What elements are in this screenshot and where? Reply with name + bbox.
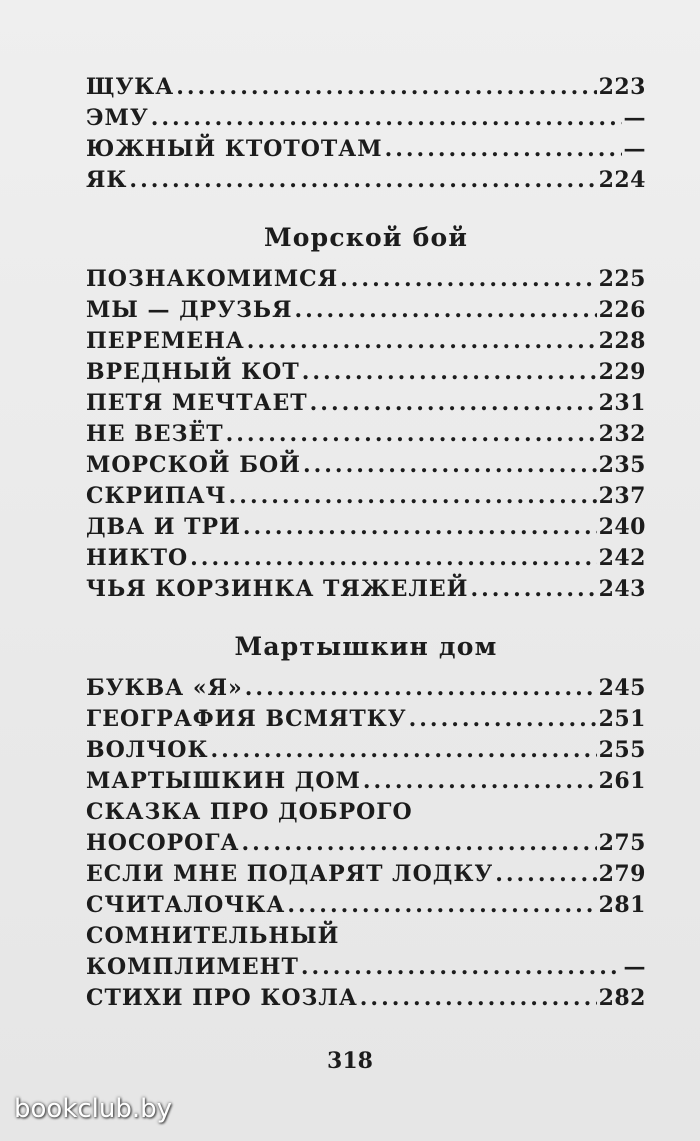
- toc-entry-page: 223: [598, 74, 646, 100]
- leader-dots: [495, 859, 596, 890]
- toc-entry: [86, 72, 646, 103]
- leader-dots: [340, 264, 596, 295]
- toc-entry-title: НОСОРОГА: [86, 830, 240, 856]
- toc-top-list: [86, 72, 646, 196]
- toc-entry-title: МЫ — ДРУЗЬЯ: [86, 297, 293, 323]
- table-of-contents: [86, 72, 646, 1014]
- toc-entry-page: 237: [598, 483, 646, 509]
- toc-entry: [86, 326, 646, 357]
- toc-entry-title: ВОЛЧОК: [86, 737, 209, 763]
- toc-entry: [86, 890, 646, 921]
- leader-dots: [409, 704, 597, 735]
- toc-entry-title: КОМПЛИМЕНТ: [86, 954, 299, 980]
- leader-dots: [363, 766, 597, 797]
- toc-entry: [86, 134, 646, 165]
- toc-entry-title: ЭМУ: [86, 105, 149, 131]
- toc-entry-page: 235: [598, 452, 646, 478]
- toc-entry-page: 255: [598, 737, 646, 763]
- toc-entry: [86, 983, 646, 1014]
- toc-entry-title: ЮЖНЫЙ КТОТОТАМ: [86, 136, 383, 162]
- toc-entry: [86, 543, 646, 574]
- leader-dots: [226, 419, 597, 450]
- toc-entry-page: 245: [598, 675, 646, 701]
- toc-entry-title: СОМНИТЕЛЬНЫЙ: [86, 923, 340, 949]
- leader-dots: [470, 574, 596, 605]
- leader-dots: [210, 735, 596, 766]
- leader-dots: [151, 103, 622, 134]
- toc-entry-title: СЧИТАЛОЧКА: [86, 892, 286, 918]
- toc-entry: [86, 859, 646, 890]
- toc-entry-title: СКАЗКА ПРО ДОБРОГО: [86, 799, 413, 825]
- toc-entry: [86, 735, 646, 766]
- toc-entry-page: 228: [598, 328, 646, 354]
- toc-entry-page: 224: [598, 167, 646, 193]
- toc-entry-title: ЧЬЯ КОРЗИНКА ТЯЖЕЛЕЙ: [86, 576, 469, 602]
- leader-dots: [360, 983, 597, 1014]
- leader-dots: [310, 388, 597, 419]
- toc-entry-page: 242: [598, 545, 646, 571]
- toc-entry-page: 240: [598, 514, 646, 540]
- toc-entry-page: 243: [598, 576, 646, 602]
- toc-entry-title: ДВА И ТРИ: [86, 514, 241, 540]
- toc-entry: [86, 673, 646, 704]
- toc-entry: [86, 165, 646, 196]
- section-list: [86, 264, 646, 605]
- toc-entry-page: —: [623, 954, 646, 980]
- section-heading: Морской бой: [263, 223, 469, 252]
- toc-entry: [86, 295, 646, 326]
- toc-entry-title: МОРСКОЙ БОЙ: [86, 452, 301, 478]
- toc-entry: [86, 766, 646, 797]
- toc-entry: [86, 512, 646, 543]
- toc-entry: [86, 419, 646, 450]
- toc-entry-page: 229: [598, 359, 646, 385]
- watermark: bookclub.by: [14, 1094, 173, 1124]
- page-number: 318: [327, 1048, 373, 1074]
- toc-entry-page: 279: [598, 861, 646, 887]
- toc-entry-title: МАРТЫШКИН ДОМ: [86, 768, 361, 794]
- toc-entry-title: ЕСЛИ МНЕ ПОДАРЯТ ЛОДКУ: [86, 861, 494, 887]
- toc-entry-page: 261: [598, 768, 646, 794]
- toc-entry-page: 231: [598, 390, 646, 416]
- toc-entry-title: СКРИПАЧ: [86, 483, 227, 509]
- toc-entry-page: 282: [598, 985, 646, 1011]
- toc-entry-page: —: [623, 105, 646, 131]
- toc-entry-continued: [86, 797, 646, 828]
- toc-entry: [86, 103, 646, 134]
- toc-entry-page: 251: [598, 706, 646, 732]
- toc-entry-page: 226: [598, 297, 646, 323]
- toc-entry: [86, 952, 646, 983]
- toc-entry-continued: [86, 921, 646, 952]
- leader-dots: [247, 326, 597, 357]
- toc-entry: [86, 574, 646, 605]
- toc-entry-title: ПЕТЯ МЕЧТАЕТ: [86, 390, 308, 416]
- leader-dots: [301, 952, 622, 983]
- toc-entry-title: ЩУКА: [86, 74, 175, 100]
- toc-entry-page: —: [623, 136, 646, 162]
- leader-dots: [241, 828, 596, 859]
- toc-entry-title: СТИХИ ПРО КОЗЛА: [86, 985, 358, 1011]
- leader-dots: [287, 890, 596, 921]
- leader-dots: [176, 72, 596, 103]
- leader-dots: [243, 512, 597, 543]
- toc-entry: [86, 481, 646, 512]
- section-heading: Мартышкин дом: [234, 632, 498, 661]
- toc-entry-page: 275: [598, 830, 646, 856]
- leader-dots: [303, 450, 597, 481]
- toc-entry-page: 232: [598, 421, 646, 447]
- toc-entry-title: ЯК: [86, 167, 128, 193]
- toc-entry: [86, 264, 646, 295]
- toc-entry: [86, 704, 646, 735]
- toc-entry: [86, 450, 646, 481]
- toc-entry-page: 281: [598, 892, 646, 918]
- toc-entry-title: НИКТО: [86, 545, 189, 571]
- toc-entry-title: ГЕОГРАФИЯ ВСМЯТКУ: [86, 706, 407, 732]
- toc-entry: [86, 828, 646, 859]
- leader-dots: [245, 673, 597, 704]
- toc-entry-title: БУКВА «Я»: [86, 675, 243, 701]
- leader-dots: [385, 134, 622, 165]
- toc-entry-page: 225: [598, 266, 646, 292]
- toc-entry-title: ПОЗНАКОМИМСЯ: [86, 266, 339, 292]
- toc-entry-title: ПЕРЕМЕНА: [86, 328, 245, 354]
- toc-entry-title: ВРЕДНЫЙ КОТ: [86, 359, 300, 385]
- leader-dots: [190, 543, 596, 574]
- leader-dots: [295, 295, 597, 326]
- section-list: [86, 673, 646, 1014]
- toc-entry: [86, 357, 646, 388]
- toc-entry-title: НЕ ВЕЗЁТ: [86, 421, 224, 447]
- toc-entry: [86, 388, 646, 419]
- leader-dots: [302, 357, 597, 388]
- leader-dots: [229, 481, 597, 512]
- leader-dots: [129, 165, 596, 196]
